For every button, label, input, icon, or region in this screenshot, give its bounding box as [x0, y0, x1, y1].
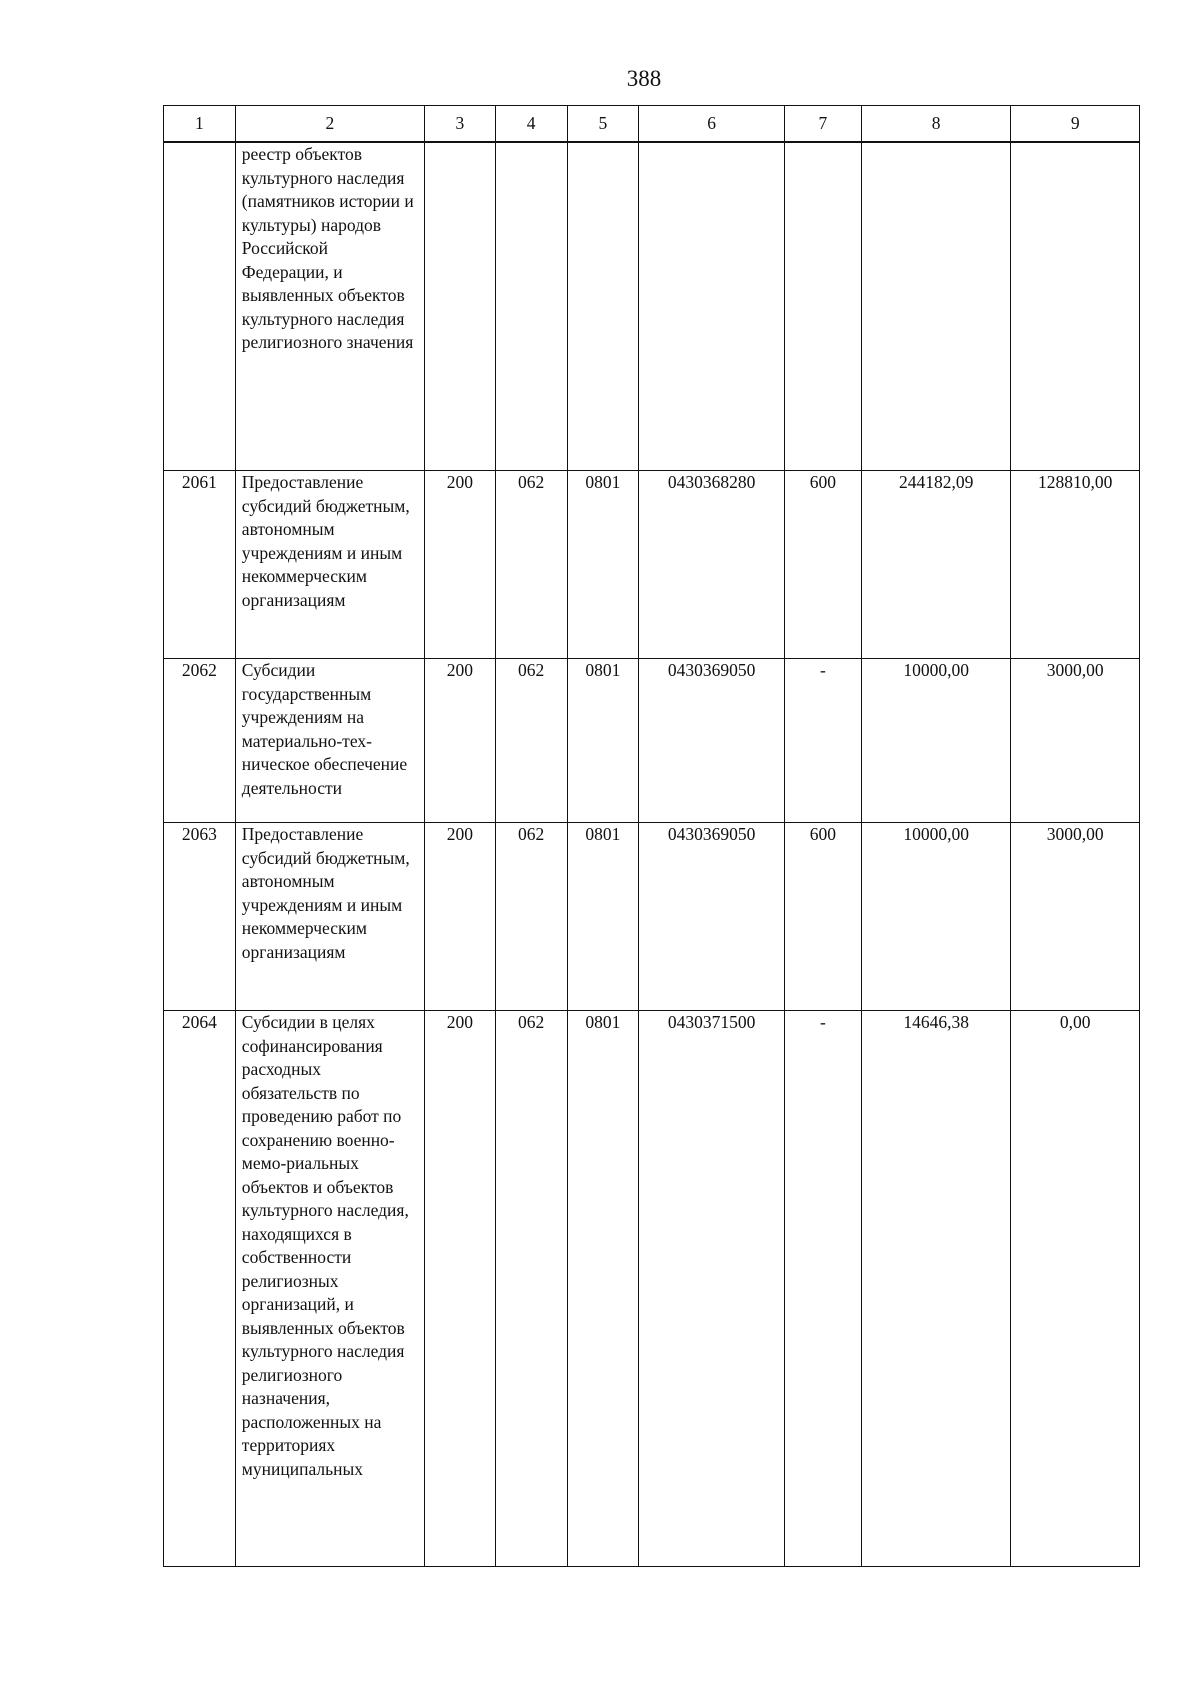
table-row — [164, 471, 1140, 659]
budget-table — [163, 105, 1140, 1567]
table-row — [164, 142, 1140, 471]
table-row — [164, 1011, 1140, 1567]
column-header: 9 — [1011, 106, 1140, 143]
cell-col5: 0801 — [567, 823, 639, 1011]
cell-col7: - — [784, 1011, 861, 1567]
row-description-cell: Предоставление субсидий бюджетным, автономным учреждениям и иным некоммерческим организациям — [235, 823, 424, 1011]
row-description-cell: реестр объектов культурного наследия (памятников истории и культуры) народов Российской Федерации, и выявленных объектов культурного наследия религиозного значения — [235, 142, 424, 471]
cell-col6: 0430368280 — [639, 471, 785, 659]
column-header: 4 — [495, 106, 567, 143]
cell-col4: 062 — [495, 659, 567, 823]
cell-col8: 10000,00 — [861, 823, 1011, 1011]
cell-col4: 062 — [495, 471, 567, 659]
table-row — [164, 659, 1140, 823]
column-header: 2 — [235, 106, 424, 143]
row-number-cell: 2061 — [164, 471, 236, 659]
column-header: 5 — [567, 106, 639, 143]
column-header: 3 — [424, 106, 495, 143]
cell-col9: 0,00 — [1011, 1011, 1140, 1567]
cell-col8: 244182,09 — [861, 471, 1011, 659]
cell-col9: 3000,00 — [1011, 659, 1140, 823]
column-header: 6 — [639, 106, 785, 143]
column-header: 8 — [861, 106, 1011, 143]
cell-col4: 062 — [495, 1011, 567, 1567]
cell-col5: 0801 — [567, 659, 639, 823]
cell-col4 — [495, 142, 567, 471]
cell-col7 — [784, 142, 861, 471]
table-header-row — [164, 106, 1140, 143]
cell-col6: 0430371500 — [639, 1011, 785, 1567]
cell-col6: 0430369050 — [639, 659, 785, 823]
cell-col8: 10000,00 — [861, 659, 1011, 823]
cell-col3: 200 — [424, 1011, 495, 1567]
cell-col4: 062 — [495, 823, 567, 1011]
row-description-cell: Предоставление субсидий бюджетным, автономным учреждениям и иным некоммерческим организациям — [235, 471, 424, 659]
column-header: 7 — [784, 106, 861, 143]
row-number-cell: 2063 — [164, 823, 236, 1011]
cell-col5: 0801 — [567, 471, 639, 659]
row-number-cell: 2062 — [164, 659, 236, 823]
cell-col7: 600 — [784, 471, 861, 659]
cell-col7: 600 — [784, 823, 861, 1011]
table-row — [164, 823, 1140, 1011]
cell-col3: 200 — [424, 659, 495, 823]
cell-col9: 3000,00 — [1011, 823, 1140, 1011]
page-number: 388 — [626, 66, 662, 91]
row-description-cell: Субсидии в целях софинансирования расходных обязательств по проведению работ по сохранению военно-мемо-риальных объектов и объектов культурного наследия, находящихся в собственности религиозных организаций, и выявленных объектов культурного наследия религиозного назначения, расположенных на территориях муниципальных — [235, 1011, 424, 1567]
column-header: 1 — [164, 106, 236, 143]
cell-col7: - — [784, 659, 861, 823]
cell-col3: 200 — [424, 823, 495, 1011]
cell-col9: 128810,00 — [1011, 471, 1140, 659]
cell-col3 — [424, 142, 495, 471]
cell-col3: 200 — [424, 471, 495, 659]
cell-col5 — [567, 142, 639, 471]
cell-col6: 0430369050 — [639, 823, 785, 1011]
cell-col9 — [1011, 142, 1140, 471]
row-description-cell: Субсидии государственным учреждениям на материально-тех-ническое обеспечение деятельности — [235, 659, 424, 823]
cell-col8 — [861, 142, 1011, 471]
cell-col5: 0801 — [567, 1011, 639, 1567]
row-number-cell — [164, 142, 236, 471]
cell-col6 — [639, 142, 785, 471]
row-number-cell: 2064 — [164, 1011, 236, 1567]
cell-col8: 14646,38 — [861, 1011, 1011, 1567]
